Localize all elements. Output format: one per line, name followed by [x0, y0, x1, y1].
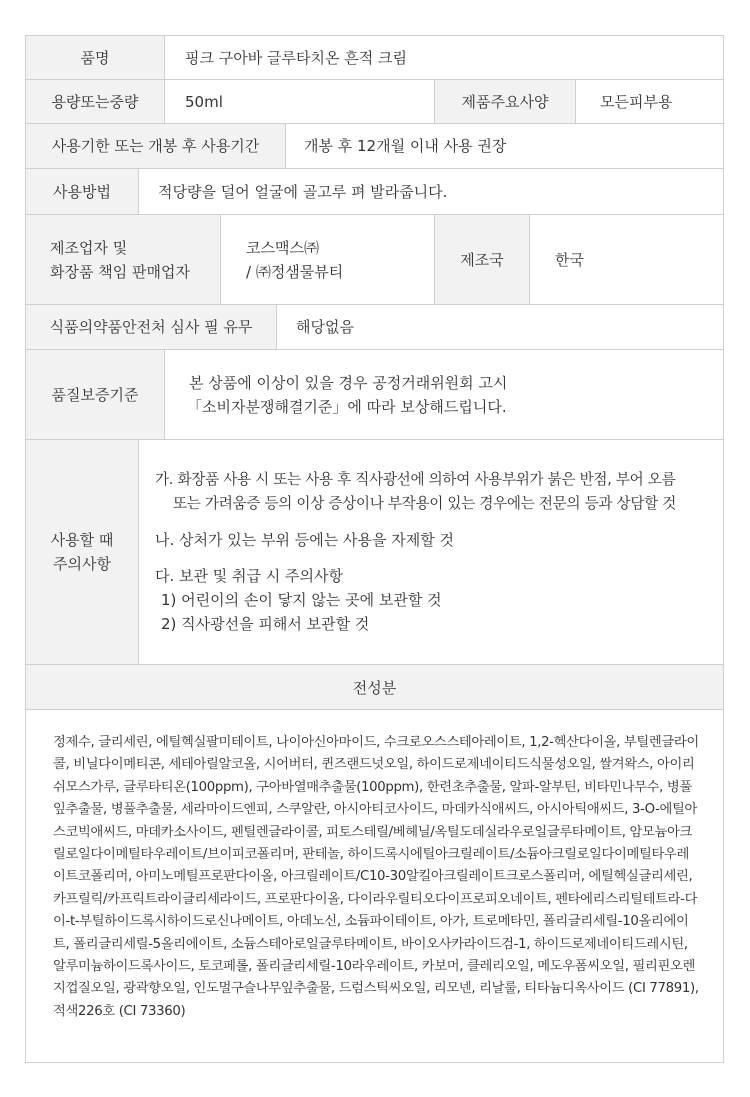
ingredients-text: 정제수, 글리세린, 에틸헥실팔미테이트, 나이아신아마이드, 수크로오스스테아레이트, 1,2-헥산다이올, 부틸렌글라이콜, 비닐다이메티콘, 세테아릴알코올, 시어버터, 퀸즈랜드넛오일, 하이드로제네이티드식물성오일, 쌀겨왁스, 아이리쉬모스가루, 글루타티온(100ppm), 구아바열매추출물(100ppm), 한련초추출물, 알파-알부틴, 비타민나무수, 병풀잎추출물, 병풀추출물, 세라마이드엔피, 스쿠알란, 아시아티코사이드, 마데카식애씨드, 아시아틱애씨드, 3-O-에틸아스코빅애씨드, 마데카소사이드, 펜틸렌글라이콜, 피토스테릴/베헤닐/옥틸도데실라우로일글루타메이트, 암모늄아크릴로일다이메틸타우레이트/브이피코폴리머, 판테놀, 하이드록시에틸아크릴레이트/소듐아크릴로일다이메틸타우레이트코폴리머, 아미노메틸프로판다이올, 아크릴레이트/C10-30알킬아크릴레이트크로스폴리머, 에틸헥실글리세린, 카프릴릭/카프릭트라이글리세라이드, 프로판다이올, 다이라우릴티오다이프로피오네이트, 펜타에리스리틸테트라-다이-t-부틸하이드록시하이드로신나메이트, 아데노신, 소듐파이테이트, 아가, 트로메타민, 폴리글리세릴-10올리에이트, 폴리글리세릴-5올리에이트, 소듐스테아로일글루타메이트, 바이오사카라이드검-1, 하이드로제네이티드레시틴, 알루미늄하이드록사이드, 토코페롤, 폴리글리세릴-10라우레이트, 카보머, 클레리오일, 메도우폼씨오일, 필리핀오렌지껍질오일, 광곽향오일, 인도멀구슬나무잎추출물, 드럼스틱씨오일, 리모넨, 리날룰, 티타늄디옥사이드 (CI 77891), 적색226호 (CI 73360)	[53, 735, 699, 1019]
caution-item-c2: 2) 직사광선을 피해서 보관할 것	[161, 615, 370, 633]
caution-item-a: 가. 화장품 사용 시 또는 사용 후 직사광선에 의하여 사용부위가 붉은 반점, 부어 오름	[155, 471, 676, 488]
value-product-name: 핑크 구아바 글루타치온 흔적 크림	[185, 48, 407, 67]
caution-item-c1: 1) 어린이의 손이 닿지 않는 곳에 보관할 것	[161, 591, 442, 609]
product-info-table	[25, 35, 724, 1063]
ingredients-header: 전성분	[26, 665, 723, 710]
value-usage: 적당량을 덜어 얼굴에 골고루 펴 발라줍니다.	[158, 182, 448, 201]
value-spec: 모든피부용	[600, 92, 673, 111]
row-volume	[26, 80, 723, 124]
caution-item-c: 다. 보관 및 취급 시 주의사항	[155, 567, 343, 585]
value-mfds: 해당없음	[296, 318, 354, 336]
label-product-name: 품명	[26, 36, 165, 79]
value-expiry: 개봉 후 12개월 이내 사용 권장	[304, 137, 507, 155]
label-maker: 제조업자 및 화장품 책임 판매업자	[26, 215, 221, 304]
value-country: 한국	[555, 250, 584, 269]
label-spec: 제품주요사양	[435, 80, 576, 123]
caution-item-b: 나. 상처가 있는 부위 등에는 사용을 자제할 것	[155, 531, 454, 549]
value-maker: 코스맥스㈜ / ㈜정샘물뷰티	[221, 215, 435, 304]
caution-item-a-cont: 또는 가려움증 등의 이상 증상이나 부작용이 있는 경우에는 전문의 등과 상담할 것	[173, 495, 677, 512]
label-usage: 사용방법	[26, 169, 139, 214]
row-quality	[26, 350, 723, 440]
row-expiry	[26, 124, 723, 169]
label-quality: 품질보증기준	[26, 350, 165, 439]
value-caution	[139, 440, 723, 664]
label-mfds: 식품의약품안전처 심사 필 유무	[26, 305, 277, 349]
value-volume: 50ml	[165, 80, 435, 123]
row-maker	[26, 215, 723, 305]
label-expiry: 사용기한 또는 개봉 후 사용기간	[26, 124, 286, 168]
label-country: 제조국	[435, 215, 530, 304]
row-product-name	[26, 36, 723, 80]
row-usage	[26, 169, 723, 215]
label-volume: 용량또는중량	[26, 80, 165, 123]
row-mfds	[26, 305, 723, 350]
row-caution	[26, 440, 723, 665]
value-quality: 본 상품에 이상이 있을 경우 공정거래위원회 고시 「소비자분쟁해결기준」에 따라 보상해드립니다.	[187, 373, 508, 416]
label-caution: 사용할 때 주의사항	[26, 440, 139, 664]
